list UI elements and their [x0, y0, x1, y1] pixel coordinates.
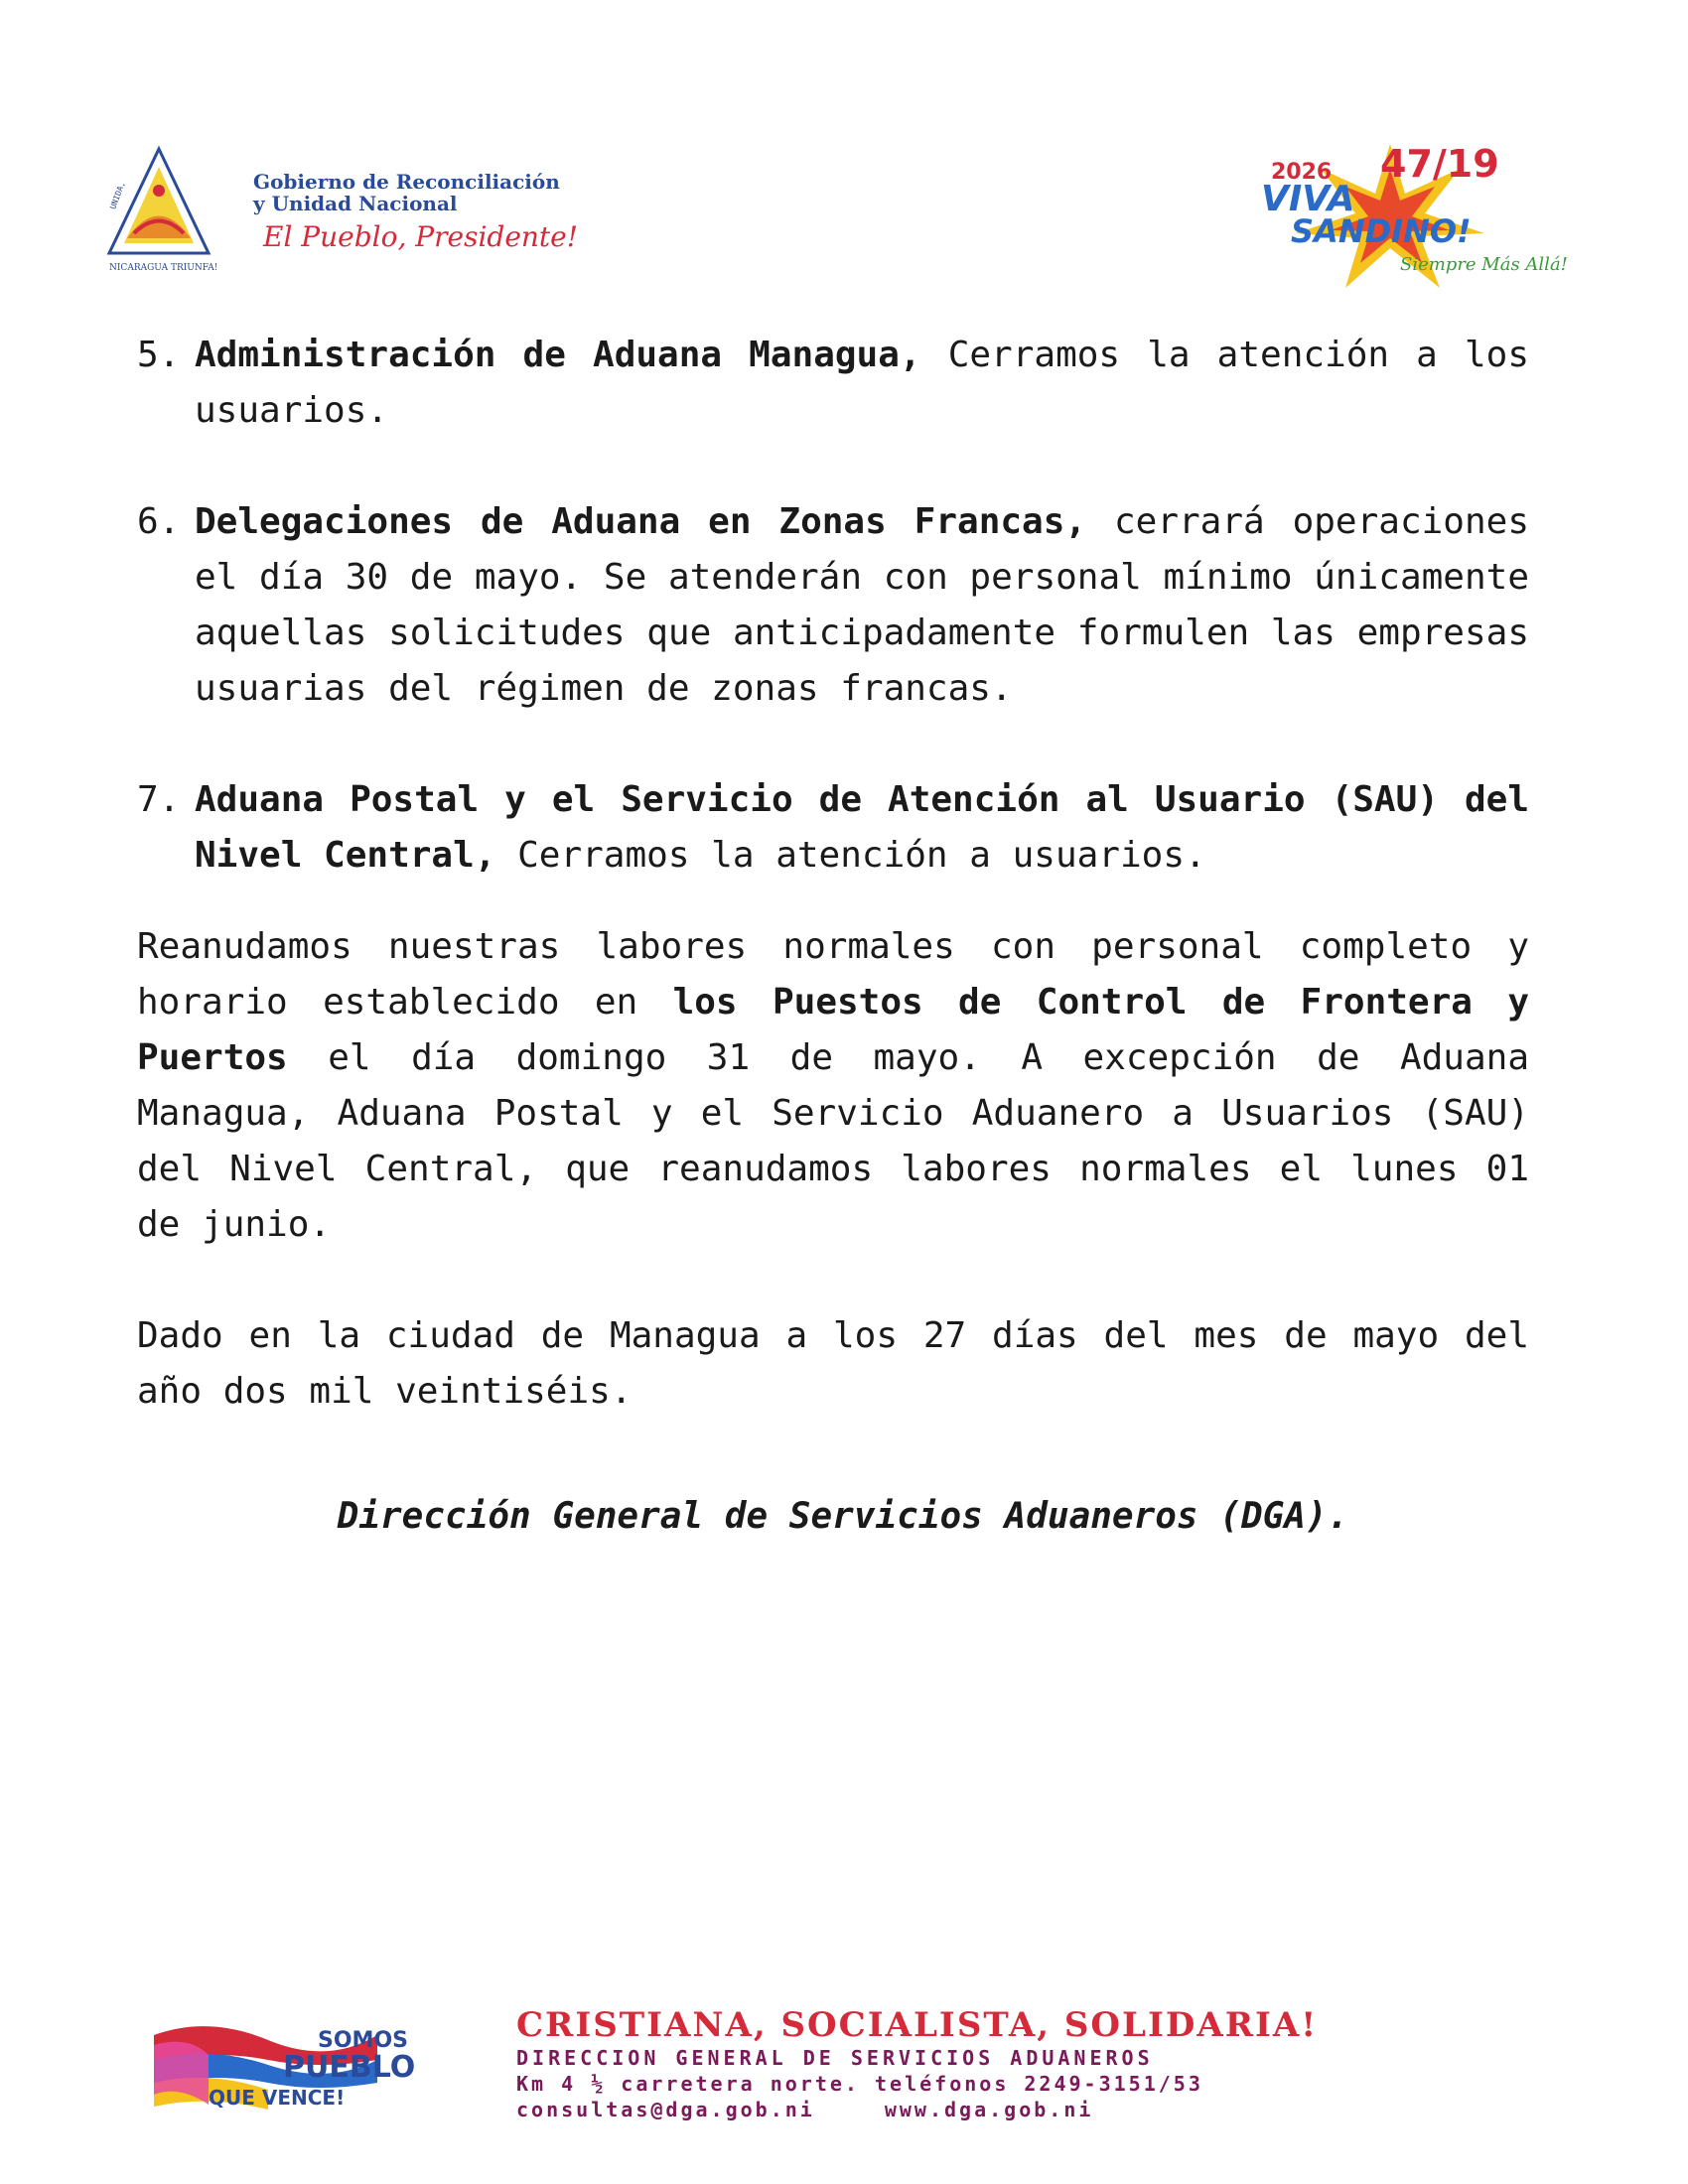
list-item-7 [137, 772, 1529, 884]
viva-sandino-logo [1251, 139, 1568, 288]
footer-motto: CRISTIANA, SOCIALISTA, SOLIDARIA! [516, 2005, 1319, 2045]
item-number: 7. [137, 779, 181, 820]
svg-text:QUE VENCE!: QUE VENCE! [209, 2086, 346, 2110]
resume-paragraph [137, 919, 1529, 1253]
resume-text-2: el día domingo 31 de mayo. A excepción de Aduana Managua, Aduana Postal y el Servicio Aduanero a Usuarios (SAU) del Nivel Central, que reanudamos labores normales el lunes 01 de junio. [137, 1037, 1529, 1245]
item-description: cerrará operaciones el día 30 de mayo. Se atenderán con personal mínimo únicamente aquellas solicitudes que anticipadamente formulen las empresas usuarias del régimen de zonas francas. [195, 501, 1530, 709]
svg-text:SANDINO!: SANDINO! [1291, 212, 1472, 250]
somos-pueblo-logo [149, 2015, 457, 2124]
svg-text:UNIDA,: UNIDA, [108, 180, 127, 210]
resume-text-1: Reanudamos nuestras labores normales con personal completo y horario establecido en [137, 926, 1529, 1023]
list-item-6 [137, 494, 1529, 717]
signature: Dirección General de Servicios Aduaneros (DGA). [337, 1496, 1349, 1537]
footer-address: Km 4 ½ carretera norte. teléfonos 2249-3151/53 [516, 2072, 1203, 2096]
svg-text:Siempre Más Allá!: Siempre Más Allá! [1400, 254, 1568, 275]
footer-web[interactable]: www.dga.gob.ni [884, 2098, 1094, 2121]
footer-contact [516, 2005, 1318, 2122]
letterhead [108, 139, 1568, 288]
item-text [195, 772, 1529, 884]
item-text [195, 328, 1529, 439]
svg-text:PUEBLO: PUEBLO [283, 2050, 416, 2085]
svg-text:VIVA: VIVA [1261, 179, 1355, 219]
item-heading: Aduana Postal y el Servicio de Atención al Usuario (SAU) del Nivel Central, [195, 779, 1529, 876]
resume-bold: los Puestos de Control de Frontera y Puertos [137, 982, 1529, 1078]
item-number: 6. [137, 501, 181, 542]
svg-text:2026: 2026 [1271, 160, 1333, 185]
item-text [195, 494, 1529, 717]
item-number: 5. [137, 335, 181, 375]
svg-text:SOMOS: SOMOS [318, 2028, 408, 2053]
footer-org: DIRECCION GENERAL DE SERVICIOS ADUANEROS [516, 2046, 1154, 2070]
government-name [253, 171, 578, 253]
item-heading: Administración de Aduana Managua, [195, 335, 921, 375]
document-body [137, 328, 1529, 1545]
gov-slogan: El Pueblo, Presidente! [263, 220, 578, 253]
gov-line-1: Gobierno de Reconciliación [253, 170, 560, 194]
footer [149, 2005, 1529, 2124]
svg-text:NICARAGUA TRIUNFA!: NICARAGUA TRIUNFA! [109, 263, 218, 273]
item-heading: Delegaciones de Aduana en Zonas Francas, [195, 501, 1087, 542]
footer-email[interactable]: consultas@dga.gob.ni [516, 2098, 815, 2121]
list-item-5 [137, 328, 1529, 439]
closing-paragraph: Dado en la ciudad de Managua a los 27 días del mes de mayo del año dos mil veintiséis. [137, 1315, 1529, 1412]
footer-links [516, 2097, 1318, 2122]
item-description: Cerramos la atención a los usuarios. [195, 335, 1529, 431]
item-description: Cerramos la atención a usuarios. [495, 835, 1206, 876]
svg-text:47/19: 47/19 [1380, 142, 1499, 186]
gov-line-2: y Unidad Nacional [253, 192, 458, 215]
